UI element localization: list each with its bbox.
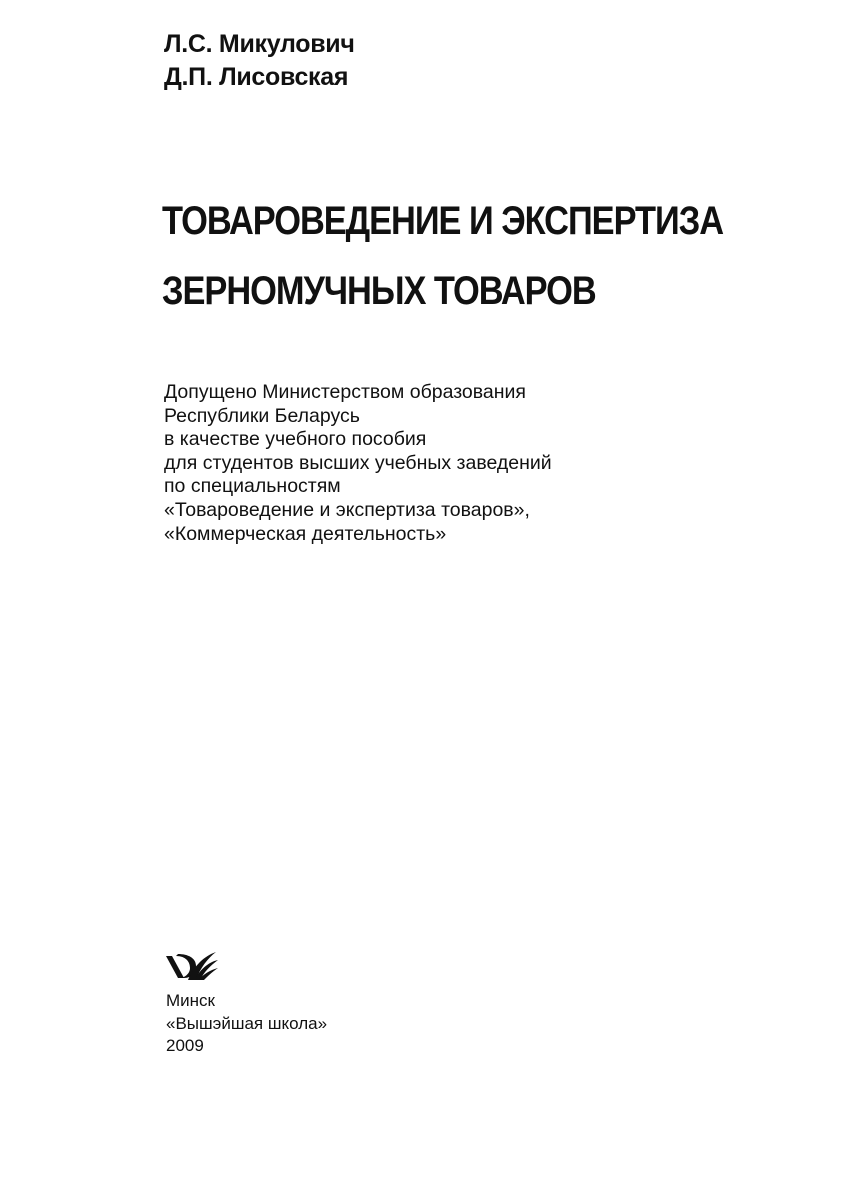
author-1: Л.С. Микулович [164, 30, 355, 58]
author-2: Д.П. Лисовская [164, 63, 349, 91]
imprint-year: 2009 [166, 1036, 204, 1055]
authors [164, 28, 355, 94]
publisher-logo-icon [164, 948, 218, 984]
approval-line: в качестве учебного пособия [164, 428, 427, 451]
imprint [166, 990, 327, 1058]
title-line-2: ЗЕРНОМУЧНЫХ ТОВАРОВ [162, 269, 596, 313]
approval-statement [164, 381, 552, 546]
approval-line: по специальностям [164, 475, 341, 498]
approval-line: для студентов высших учебных заведений [164, 451, 552, 474]
approval-line: Допущено Министерством образования [164, 381, 526, 403]
imprint-city: Минск [166, 991, 215, 1010]
imprint-publisher: «Вышэйшая школа» [166, 1013, 328, 1033]
approval-line: «Товароведение и экспертиза товаров», [164, 498, 530, 521]
approval-line: Республики Беларусь [164, 404, 360, 427]
book-title [162, 186, 723, 326]
approval-line: «Коммерческая деятельность» [164, 522, 447, 545]
title-line-1: ТОВАРОВЕДЕНИЕ И ЭКСПЕРТИЗА [162, 199, 724, 243]
